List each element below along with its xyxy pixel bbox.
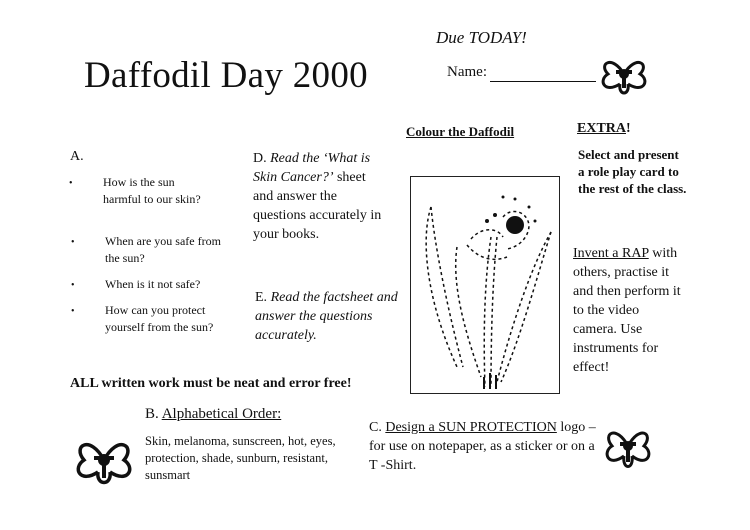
daffodil-drawing-box: [410, 176, 560, 394]
neatness-notice: ALL written work must be neat and error free!: [70, 376, 352, 391]
bullet-text: When are you safe from the sun?: [105, 234, 221, 265]
section-b-title: Alphabetical Order:: [161, 406, 282, 422]
bullet-icon: •: [71, 237, 75, 248]
section-c-link: Design a SUN PROTECTION: [385, 420, 557, 435]
rap-body: with others, practise it and then perform it to the video camera. Use instruments for effect!: [573, 246, 681, 375]
list-item: [71, 302, 215, 336]
due-notice: Due TODAY!: [436, 28, 527, 47]
section-c-text: logo – for use on notepaper, as a sticker or on a T -Shirt.: [369, 420, 596, 473]
list-item: [69, 174, 213, 208]
page-title: Daffodil Day 2000: [84, 55, 368, 96]
section-e: [255, 288, 405, 345]
extra-heading-label: EXTRA: [577, 121, 627, 136]
bullet-icon: •: [71, 280, 75, 291]
section-a-label: A.: [70, 149, 84, 164]
bullet-text: How can you protect yourself from the sun?: [105, 303, 214, 334]
rap-link: Invent a RAP: [573, 246, 649, 261]
section-b-words: Skin, melanoma, sunscreen, hot, eyes, protection, shade, sunburn, resistant, sunsmart: [145, 434, 336, 482]
colour-heading: Colour the Daffodil: [406, 124, 515, 139]
name-label: Name:: [447, 64, 487, 80]
bullet-icon: •: [71, 306, 75, 317]
list-item: [71, 276, 230, 293]
section-d-prefix: D.: [253, 151, 267, 166]
section-c: [369, 418, 599, 475]
list-item: [71, 233, 225, 267]
extra-heading: [577, 121, 631, 137]
section-e-prefix: E.: [255, 290, 268, 305]
rap-text: [573, 244, 685, 377]
section-b-prefix: B.: [145, 406, 159, 422]
clover-logo-icon: [598, 420, 658, 474]
name-field-line: [490, 81, 596, 82]
clover-logo-icon: [594, 50, 654, 100]
section-e-text: Read the factsheet and answer the questions accurately.: [255, 290, 398, 343]
clover-logo-icon: [68, 430, 140, 490]
section-b-heading: [145, 406, 281, 423]
section-d-italic: Read the ‘What is Skin Cancer?’: [253, 151, 371, 185]
extra-heading-bang: !: [626, 121, 631, 136]
bullet-text: How is the sun harmful to our skin?: [103, 175, 201, 206]
daffodil-drawing: [411, 177, 559, 393]
section-d: [253, 149, 383, 244]
bullet-text: When is it not safe?: [105, 277, 201, 291]
extra-text: Select and present a role play card to the rest of the class.: [578, 147, 687, 196]
section-c-prefix: C.: [369, 420, 382, 435]
bullet-icon: •: [69, 178, 73, 189]
section-d-text: sheet and answer the questions accurately in your books.: [253, 170, 382, 242]
